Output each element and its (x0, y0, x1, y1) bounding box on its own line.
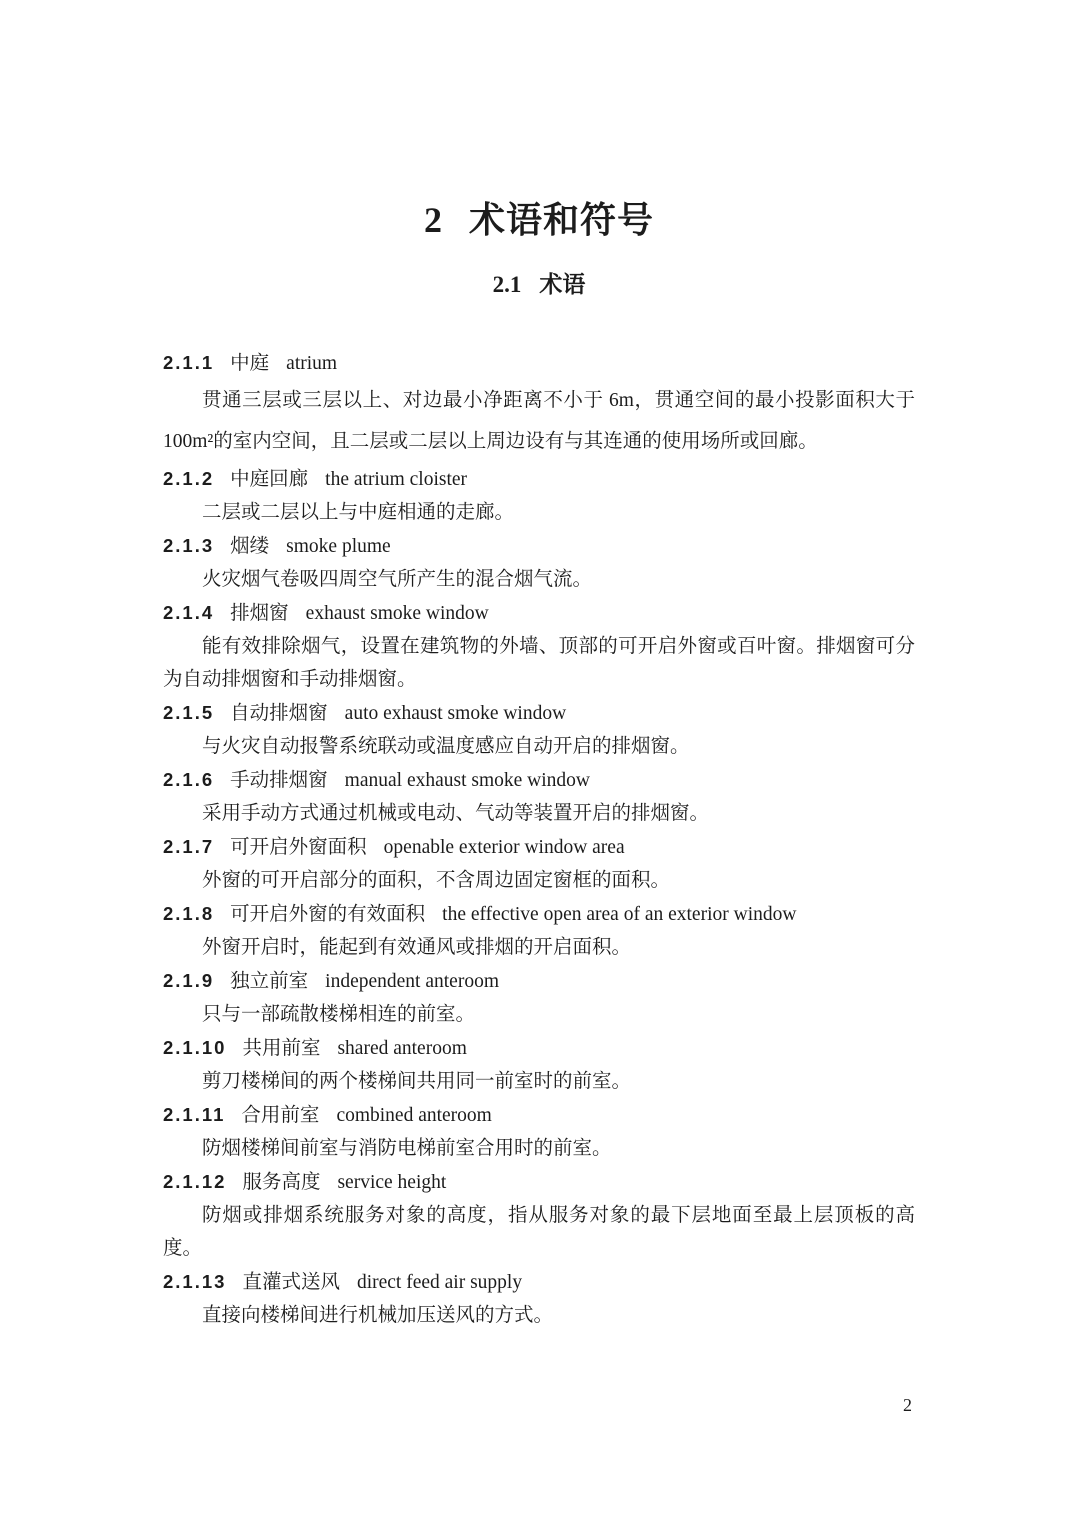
term-number: 2.1.11 (163, 1104, 226, 1125)
term-definition: 剪刀楼梯间的两个楼梯间共用同一前室时的前室。 (202, 1071, 632, 1092)
term-chinese: 排烟窗 (230, 603, 289, 624)
term-number: 2.1.5 (163, 702, 215, 723)
terms-list (163, 346, 915, 1332)
term-english: the atrium cloister (325, 469, 468, 490)
term-chinese: 烟缕 (230, 536, 270, 557)
term-definition: 外窗开启时，能起到有效通风或排烟的开启面积。 (202, 937, 632, 958)
term-definition: 直接向楼梯间进行机械加压送风的方式。 (202, 1305, 554, 1326)
term-heading (163, 1031, 915, 1065)
term-definition: 采用手动方式通过机械或电动、气动等装置开启的排烟窗。 (202, 803, 710, 824)
term-chinese: 合用前室 (241, 1105, 320, 1126)
term-chinese: 可开启外窗面积 (230, 837, 367, 858)
term-entry (163, 830, 915, 897)
term-definition: 火灾烟气卷吸四周空气所产生的混合烟气流。 (202, 569, 593, 590)
term-chinese: 独立前室 (230, 971, 309, 992)
page-title-text: 术语和符号 (468, 200, 654, 240)
term-heading (163, 696, 915, 730)
term-entry (163, 763, 915, 830)
term-english: smoke plume (286, 536, 391, 557)
term-entry (163, 346, 915, 462)
term-entry (163, 596, 915, 696)
term-entry (163, 1165, 915, 1265)
term-entry (163, 897, 915, 964)
term-chinese: 直灌式送风 (242, 1272, 340, 1293)
term-number: 2.1.9 (163, 970, 215, 991)
term-entry (163, 462, 915, 529)
term-heading (163, 830, 915, 864)
term-chinese: 手动排烟窗 (230, 770, 328, 791)
term-entry (163, 1098, 915, 1165)
term-definition: 防烟或排烟系统服务对象的高度，指从服务对象的最下层地面至最上层顶板的高度。 (163, 1205, 915, 1259)
term-number: 2.1.12 (163, 1171, 227, 1192)
term-english: independent anteroom (325, 971, 499, 992)
term-number: 2.1.2 (163, 468, 215, 489)
term-heading (163, 1265, 915, 1299)
term-chinese: 自动排烟窗 (230, 703, 328, 724)
term-definition: 贯通三层或三层以上、对边最小净距离不小于 6m，贯通空间的最小投影面积大于100m²的室内空间，且二层或二层以上周边设有与其连通的使用场所或回廊。 (163, 390, 915, 452)
term-chinese: 中庭回廊 (230, 469, 309, 490)
term-english: openable exterior window area (383, 837, 625, 858)
term-entry (163, 964, 915, 1031)
term-heading (163, 763, 915, 797)
term-definition: 能有效排除烟气，设置在建筑物的外墙、顶部的可开启外窗或百叶窗。排烟窗可分为自动排烟窗和手动排烟窗。 (163, 636, 915, 690)
term-heading (163, 462, 915, 496)
term-entry (163, 529, 915, 596)
term-chinese: 共用前室 (242, 1038, 321, 1059)
term-definition: 与火灾自动报警系统联动或温度感应自动开启的排烟窗。 (202, 736, 690, 757)
term-number: 2.1.6 (163, 769, 215, 790)
term-definition: 只与一部疏散楼梯相连的前室。 (202, 1004, 476, 1025)
term-entry (163, 1031, 915, 1098)
term-heading (163, 346, 915, 380)
section-subtitle (163, 270, 915, 300)
term-heading (163, 1165, 915, 1199)
term-definition: 外窗的可开启部分的面积，不含周边固定窗框的面积。 (202, 870, 671, 891)
term-definition: 二层或二层以上与中庭相通的走廊。 (202, 502, 515, 523)
term-number: 2.1.3 (163, 535, 215, 556)
term-english: exhaust smoke window (305, 603, 489, 624)
term-english: auto exhaust smoke window (344, 703, 567, 724)
term-number: 2.1.10 (163, 1037, 227, 1058)
term-chinese: 可开启外窗的有效面积 (230, 904, 426, 925)
page-title (163, 196, 915, 244)
section-subtitle-number: 2.1 (492, 272, 522, 297)
term-heading (163, 964, 915, 998)
term-english: atrium (286, 353, 338, 374)
term-number: 2.1.1 (163, 352, 215, 373)
term-english: manual exhaust smoke window (344, 770, 591, 791)
term-chinese: 中庭 (230, 353, 270, 374)
section-subtitle-text: 术语 (539, 272, 586, 297)
term-entry (163, 696, 915, 763)
term-entry (163, 1265, 915, 1332)
term-number: 2.1.8 (163, 903, 215, 924)
term-heading (163, 529, 915, 563)
page-number: 2 (903, 1395, 912, 1415)
term-heading (163, 1098, 915, 1132)
term-english: the effective open area of an exterior window (442, 904, 797, 925)
term-definition: 防烟楼梯间前室与消防电梯前室合用时的前室。 (202, 1138, 612, 1159)
term-chinese: 服务高度 (242, 1172, 321, 1193)
term-english: shared anteroom (337, 1038, 467, 1059)
page-title-number: 2 (423, 200, 443, 240)
term-english: direct feed air supply (356, 1272, 523, 1293)
term-number: 2.1.4 (163, 602, 215, 623)
term-heading (163, 596, 915, 630)
term-english: service height (337, 1172, 447, 1193)
term-heading (163, 897, 915, 931)
term-english: combined anteroom (336, 1105, 492, 1126)
term-number: 2.1.13 (163, 1271, 227, 1292)
term-number: 2.1.7 (163, 836, 215, 857)
